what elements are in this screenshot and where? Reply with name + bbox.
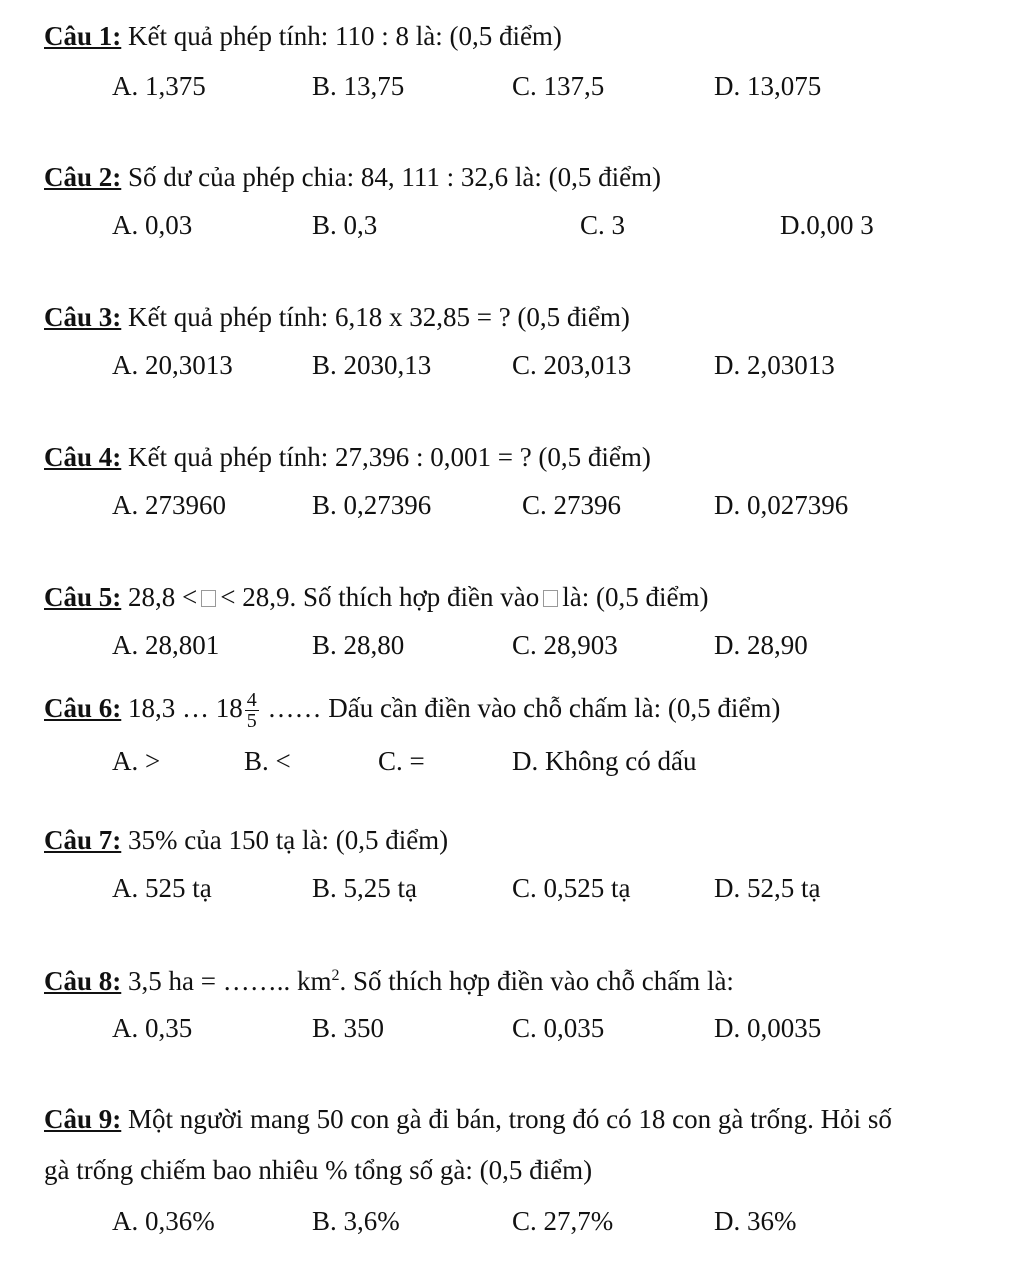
option-a[interactable]: A. 0,35	[112, 1013, 193, 1043]
option-c[interactable]: C. 203,013	[512, 350, 632, 380]
question-text-line2: gà trống chiếm bao nhiêu % tổng số gà: (0,5 điểm)	[44, 1155, 593, 1185]
question-text: . Số thích hợp điền vào chỗ chấm là:	[339, 966, 734, 996]
question-stem	[44, 688, 780, 731]
question-text: < 28,9. Số thích hợp điền vào	[220, 582, 540, 612]
question-stem	[44, 16, 562, 56]
question-3	[0, 297, 1024, 337]
option-a[interactable]: A. >	[112, 746, 161, 776]
question-text: …… Dấu cần điền vào chỗ chấm là: (0,5 điểm)	[267, 693, 781, 723]
option-c[interactable]: C. 137,5	[512, 71, 605, 101]
option-b[interactable]: B. 2030,13	[312, 350, 432, 380]
option-b[interactable]: B. 350	[312, 1013, 385, 1043]
option-d[interactable]: D. Không có dấu	[512, 746, 697, 776]
superscript: 2	[331, 967, 340, 984]
option-a[interactable]: A. 20,3013	[112, 350, 233, 380]
question-number: Câu 5:	[44, 582, 122, 612]
fraction-numerator: 4	[246, 689, 257, 712]
question-text: 18,3 … 18	[121, 693, 243, 723]
option-a[interactable]: A. 28,801	[112, 630, 220, 660]
option-a[interactable]: A. 0,36%	[112, 1206, 215, 1236]
question-number: Câu 2:	[44, 162, 122, 192]
option-c[interactable]: C. 27,7%	[512, 1206, 614, 1236]
question-5	[0, 577, 1024, 617]
option-b[interactable]: B. 0,3	[312, 210, 378, 240]
option-c[interactable]: C. =	[378, 746, 425, 776]
option-d[interactable]: D. 0,027396	[714, 490, 849, 520]
question-6	[0, 688, 1024, 733]
question-text: 3,5 ha = …….. km	[121, 966, 332, 996]
question-2	[0, 157, 1024, 197]
question-number: Câu 4:	[44, 442, 122, 472]
question-number: Câu 7:	[44, 825, 122, 855]
question-text: Một người mang 50 con gà đi bán, trong đó có 18 con gà trống. Hỏi số	[121, 1104, 892, 1134]
question-7	[0, 820, 1024, 860]
option-b[interactable]: B. 3,6%	[312, 1206, 400, 1236]
question-stem	[44, 1099, 892, 1139]
question-stem	[44, 820, 448, 860]
option-a[interactable]: A. 0,03	[112, 210, 193, 240]
question-1	[0, 16, 1024, 56]
question-number: Câu 8:	[44, 966, 122, 996]
blank-box-icon	[201, 590, 216, 607]
option-d[interactable]: D.0,00 3	[780, 210, 874, 240]
option-b[interactable]: B. 28,80	[312, 630, 405, 660]
option-c[interactable]: C. 28,903	[512, 630, 618, 660]
option-d[interactable]: D. 2,03013	[714, 350, 835, 380]
question-text: là: (0,5 điểm)	[562, 582, 709, 612]
question-stem	[44, 157, 661, 197]
option-c[interactable]: C. 3	[580, 210, 626, 240]
option-a[interactable]: A. 525 tạ	[112, 873, 212, 903]
question-text: Số dư của phép chia: 84, 111 : 32,6 là: (0,5 điểm)	[121, 162, 662, 192]
option-b[interactable]: B. 0,27396	[312, 490, 432, 520]
option-a[interactable]: A. 1,375	[112, 71, 206, 101]
question-text: Kết quả phép tính: 27,396 : 0,001 = ? (0,5 điểm)	[121, 442, 651, 472]
question-number: Câu 1:	[44, 21, 122, 51]
option-c[interactable]: C. 0,525 tạ	[512, 873, 631, 903]
option-c[interactable]: C. 27396	[522, 490, 622, 520]
fraction-denominator: 5	[246, 710, 257, 733]
question-stem	[44, 437, 651, 477]
option-d[interactable]: D. 28,90	[714, 630, 808, 660]
option-d[interactable]: D. 52,5 tạ	[714, 873, 821, 903]
option-b[interactable]: B. 13,75	[312, 71, 405, 101]
question-number: Câu 3:	[44, 302, 122, 332]
option-d[interactable]: D. 0,0035	[714, 1013, 822, 1043]
option-a[interactable]: A. 273960	[112, 490, 226, 520]
question-text: Kết quả phép tính: 110 : 8 là: (0,5 điểm)	[121, 21, 562, 51]
option-d[interactable]: D. 36%	[714, 1206, 797, 1236]
question-8	[0, 961, 1024, 1001]
option-c[interactable]: C. 0,035	[512, 1013, 605, 1043]
question-number: Câu 6:	[44, 693, 122, 723]
blank-box-icon	[543, 590, 558, 607]
option-b[interactable]: B. <	[244, 746, 291, 776]
fraction	[245, 690, 259, 731]
question-9	[0, 1099, 1024, 1139]
question-stem	[44, 297, 630, 337]
question-text: Kết quả phép tính: 6,18 x 32,85 = ? (0,5 điểm)	[121, 302, 630, 332]
question-stem	[44, 961, 734, 1001]
question-stem	[44, 577, 708, 617]
question-number: Câu 9:	[44, 1104, 122, 1134]
question-4	[0, 437, 1024, 477]
question-text: 28,8 <	[121, 582, 198, 612]
option-d[interactable]: D. 13,075	[714, 71, 822, 101]
option-b[interactable]: B. 5,25 tạ	[312, 873, 417, 903]
question-text: 35% của 150 tạ là: (0,5 điểm)	[121, 825, 449, 855]
